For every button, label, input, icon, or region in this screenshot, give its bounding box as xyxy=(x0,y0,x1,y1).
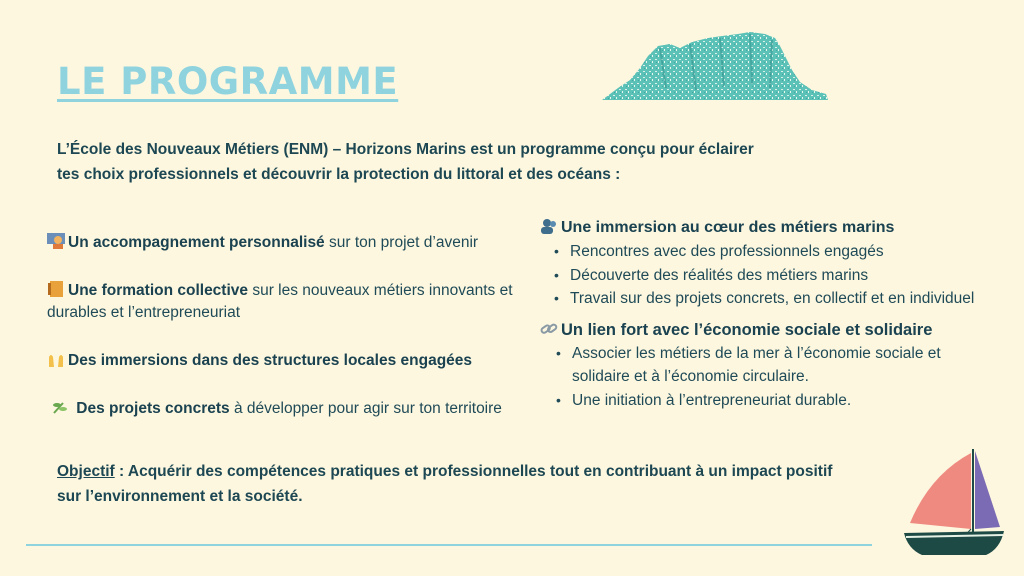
list-item: • Associer les métiers de la mer à l’économie sociale et solidaire et à l’économie circulaire. xyxy=(572,342,990,389)
section-heading-text: Une immersion au cœur des métiers marins xyxy=(561,219,895,236)
objectif-paragraph xyxy=(57,459,837,509)
bullet-list xyxy=(540,342,990,413)
section-ess xyxy=(540,318,990,413)
intro-paragraph: L’École des Nouveaux Métiers (ENM) – Horizons Marins est un programme conçu pour éclairer tes choix professionnels et découvrir la protection du littoral et des océans : xyxy=(57,141,754,183)
divider-line xyxy=(26,544,872,546)
list-item xyxy=(51,398,536,420)
notebook-emoji-icon xyxy=(47,281,65,297)
list-item: • Rencontres avec des professionnels engagés xyxy=(570,240,990,264)
link-emoji-icon xyxy=(540,321,558,337)
section-immersion xyxy=(540,216,990,311)
list-item: • Travail sur des projets concrets, en collectif et en individuel xyxy=(570,287,990,311)
list-item xyxy=(47,232,532,254)
list-item xyxy=(47,280,532,324)
seedling-emoji-icon xyxy=(51,399,69,415)
item-bold-text: Un accompagnement personnalisé xyxy=(68,234,325,251)
section-heading xyxy=(540,216,990,240)
item-text: sur les nouveaux métiers innovants et durables et l’entrepreneuriat xyxy=(47,282,513,321)
objectif-text: : Acquérir des compétences pratiques et professionnelles tout en contribuant à un impact positif sur l’environnement et la société. xyxy=(57,463,833,505)
item-bold-text: Des immersions dans des structures locales engagées xyxy=(68,352,473,369)
section-heading xyxy=(540,318,990,342)
list-item xyxy=(47,350,532,372)
list-item: • Une initiation à l’entrepreneuriat durable. xyxy=(572,389,990,413)
item-text: sur ton projet d’avenir xyxy=(324,234,479,251)
people-emoji-icon xyxy=(540,218,558,234)
list-item: • Découverte des réalités des métiers marins xyxy=(570,264,990,288)
page-title: LE PROGRAMME xyxy=(57,60,399,103)
item-bold-text: Des projets concrets xyxy=(72,400,230,417)
bullet-list xyxy=(540,240,990,311)
right-column xyxy=(540,216,990,412)
teacher-emoji-icon xyxy=(47,233,65,249)
sailboat-icon xyxy=(900,445,1010,560)
raised-hands-emoji-icon xyxy=(47,351,65,367)
section-heading-text: Un lien fort avec l’économie sociale et solidaire xyxy=(561,320,933,339)
objectif-label: Objectif xyxy=(57,463,115,480)
item-bold-text: Une formation collective xyxy=(68,282,249,299)
mountain-illustration-icon xyxy=(600,28,830,108)
item-text: à développer pour agir sur ton territoire xyxy=(229,400,502,417)
